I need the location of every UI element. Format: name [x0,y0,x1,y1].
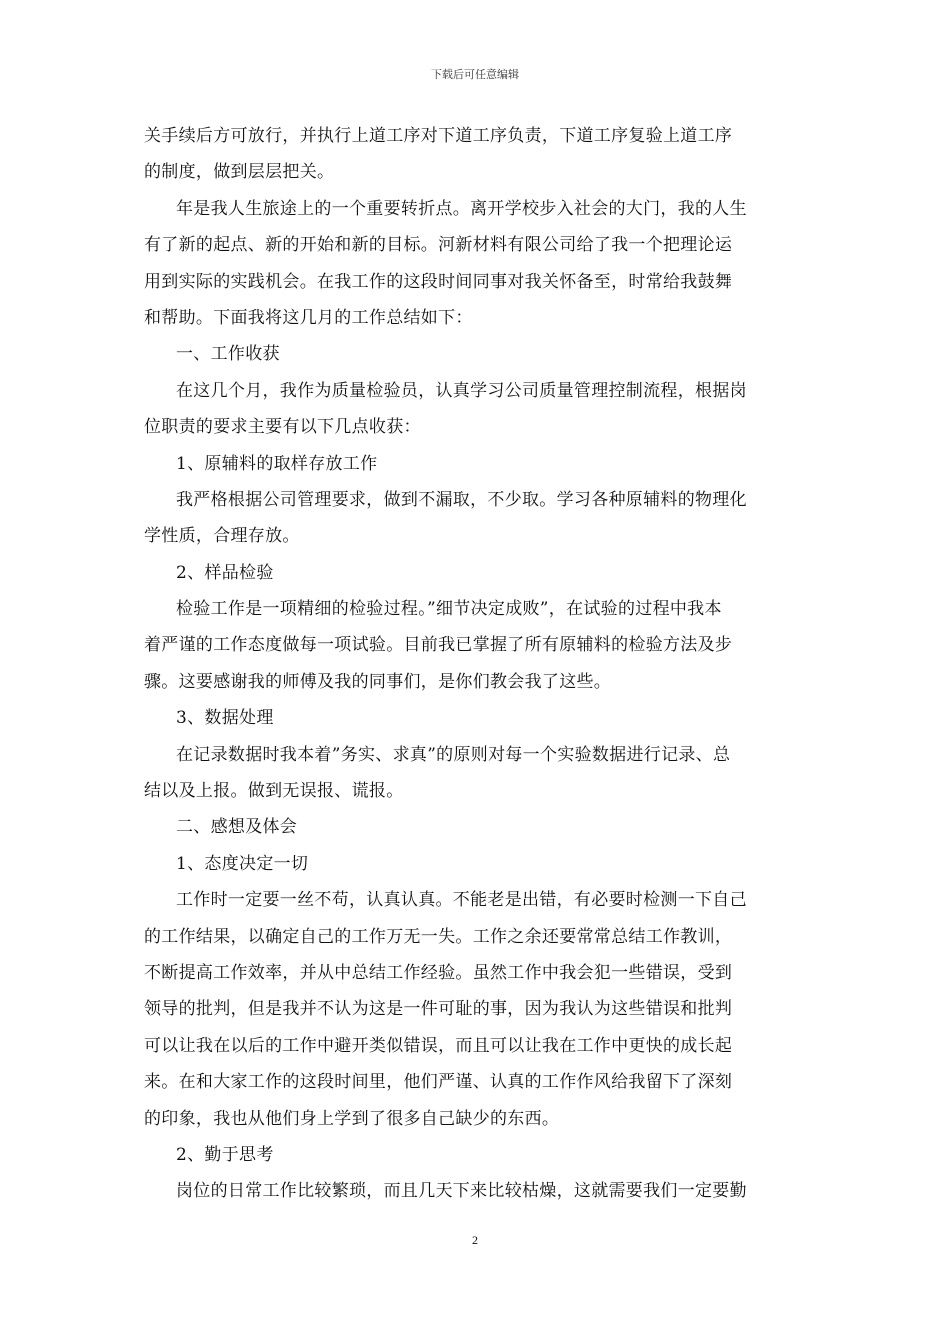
text-line: 关手续后方可放行，并执行上道工序对下道工序负责，下道工序复验上道工序 [144,126,733,146]
text-line: 有了新的起点、新的开始和新的目标。河新材料有限公司给了我一个把理论运 [144,235,733,256]
text-line: 2、勤于思考 [176,1144,274,1165]
text-line: 在记录数据时我本着”务实、求真”的原则对每一个实验数据进行记录、总 [176,744,731,765]
text-line: 检验工作是一项精细的检验过程。”细节决定成败”，在试验的过程中我本 [176,599,722,620]
text-line: 我严格根据公司管理要求，做到不漏取，不少取。学习各种原辅料的物理化 [176,489,747,510]
text-line: 领导的批判，但是我并不认为这是一件可耻的事，因为我认为这些错误和批判 [144,999,733,1020]
text-line: 的工作结果，以确定自己的工作万无一失。工作之余还要常常总结工作教训， [144,926,733,947]
text-line: 2、样品检验 [176,562,274,583]
text-line: 学性质，合理存放。 [144,526,300,547]
document-body [144,118,806,1210]
text-line: 在这几个月，我作为质量检验员，认真学习公司质量管理控制流程，根据岗 [176,380,747,401]
text-line: 一、工作收获 [176,344,280,365]
text-line: 1、原辅料的取样存放工作 [176,453,378,474]
text-line: 不断提高工作效率，并从中总结工作经验。虽然工作中我会犯一些错误，受到 [144,962,733,983]
text-line: 的制度，做到层层把关。 [144,162,335,183]
text-line: 位职责的要求主要有以下几点收获： [144,417,421,438]
text-line: 岗位的日常工作比较繁琐，而且几天下来比较枯燥，这就需要我们一定要勤 [176,1181,747,1202]
text-line: 来。在和大家工作的这段时间里，他们严谨、认真的工作作风给我留下了深刻 [144,1072,733,1093]
text-line: 1、态度决定一切 [176,853,309,874]
text-line: 用到实际的实践机会。在我工作的这段时间同事对我关怀备至，时常给我鼓舞 [144,271,733,292]
text-line: 的印象，我也从他们身上学到了很多自己缺少的东西。 [144,1108,560,1129]
text-line: 二、感想及体会 [176,817,298,838]
text-line: 骤。这要感谢我的师傅及我的同事们，是你们教会我了这些。 [144,671,612,692]
page-number: 2 [472,1233,478,1247]
text-line: 3、数据处理 [176,708,274,729]
text-line: 和帮助。下面我将这几月的工作总结如下： [144,307,473,328]
text-line: 着严谨的工作态度做每一项试验。目前我已掌握了所有原辅料的检验方法及步 [144,635,733,656]
text-line: 工作时一定要一丝不苟，认真认真。不能老是出错，有必要时检测一下自己 [176,890,747,911]
page-header: 下载后可任意编辑 [431,68,519,81]
text-line: 结以及上报。做到无误报、谎报。 [144,781,404,802]
text-line: 可以让我在以后的工作中避开类似错误，而且可以让我在工作中更快的成长起 [144,1035,733,1056]
text-block [144,118,806,1210]
text-line: 年是我人生旅途上的一个重要转折点。离开学校步入社会的大门，我的人生 [176,198,747,219]
